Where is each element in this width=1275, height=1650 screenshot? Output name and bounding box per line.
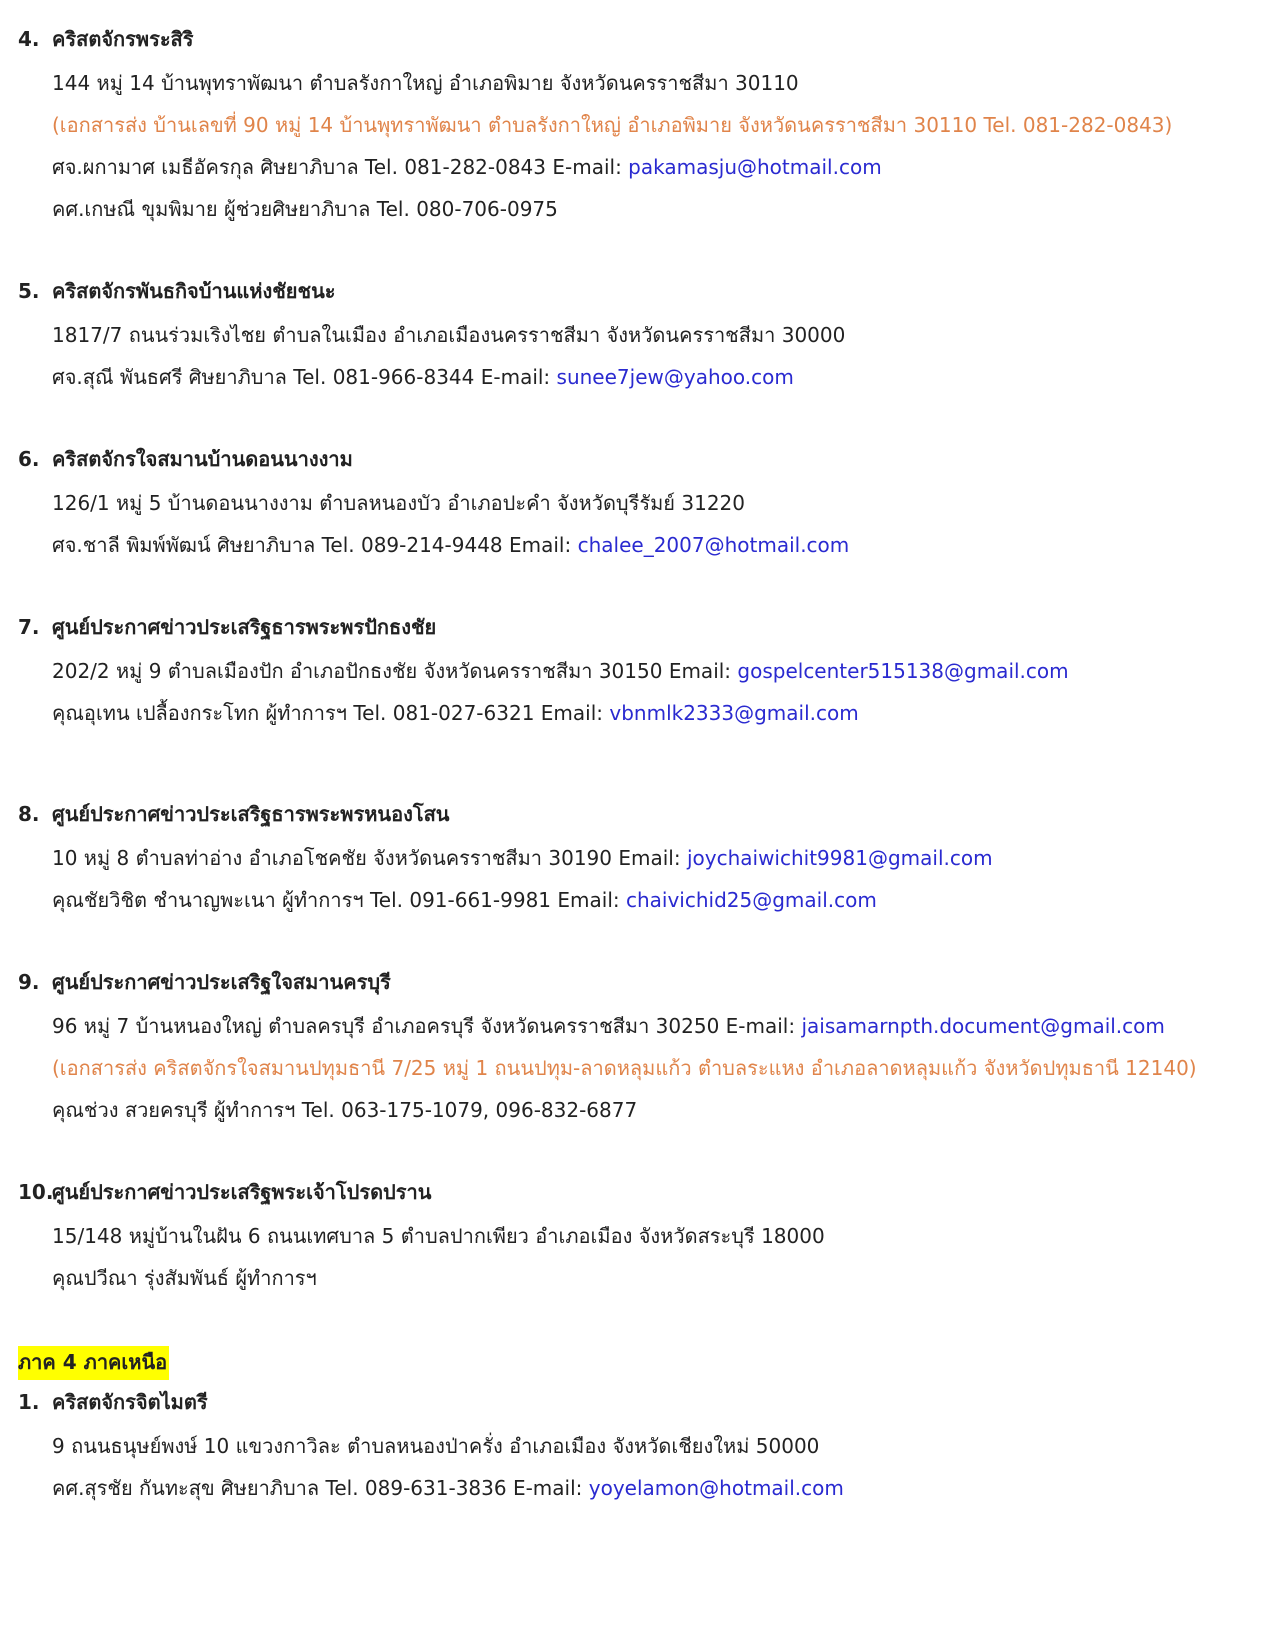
region-title: ภาค 4 ภาคเหนือ: [18, 1346, 169, 1380]
line-text: คุณปวีณา รุ่งสัมพันธ์ ผู้ทำการฯ: [52, 1266, 317, 1290]
region-entry-list: [18, 1383, 1258, 1509]
line-text: คุณอุเทน เปลื้องกระโทก ผู้ทำการฯ Tel. 081-027-6321 Email:: [52, 701, 610, 725]
entry-detail-line: [18, 188, 1258, 230]
entry-detail-line: [18, 1215, 1258, 1257]
line-text: 202/2 หมู่ 9 ตำบลเมืองปัก อำเภอปักธงชัย จังหวัดนครราชสีมา 30150 Email:: [52, 659, 738, 683]
entry-number: 8.: [18, 802, 40, 826]
line-text: (เอกสารส่ง บ้านเลขที่ 90 หมู่ 14 บ้านพุทราพัฒนา ตำบลรังกาใหญ่ อำเภอพิมาย จังหวัดนครราชสีมา 30110 Tel. 081-282-0843): [52, 113, 1173, 137]
directory-entry: [18, 272, 1258, 398]
entry-detail-line: [18, 356, 1258, 398]
entry-number: 7.: [18, 615, 40, 639]
directory-entry: [18, 1173, 1258, 1299]
directory-entry: [18, 795, 1258, 921]
line-text: คศ.สุรชัย กันทะสุข ศิษยาภิบาล Tel. 089-631-3836 E-mail:: [52, 1476, 589, 1500]
entry-title: คริสตจักรใจสมานบ้านดอนนางงาม: [52, 447, 353, 471]
entry-title: คริสตจักรพันธกิจบ้านแห่งชัยชนะ: [52, 279, 336, 303]
entry-heading: [18, 1383, 1258, 1425]
line-text: 10 หมู่ 8 ตำบลท่าอ่าง อำเภอโชคชัย จังหวัดนครราชสีมา 30190 Email:: [52, 846, 687, 870]
document-address-note: [18, 104, 1258, 146]
entry-detail-line: [18, 692, 1258, 734]
line-text: ศจ.สุณี พันธศรี ศิษยาภิบาล Tel. 081-966-8344 E-mail:: [52, 365, 557, 389]
entry-detail-line: [18, 1005, 1258, 1047]
line-text: 9 ถนนธนุษย์พงษ์ 10 แขวงกาวิละ ตำบลหนองป่าครั่ง อำเภอเมือง จังหวัดเชียงใหม่ 50000: [52, 1434, 820, 1458]
entry-number: 6.: [18, 447, 40, 471]
entry-title: ศูนย์ประกาศข่าวประเสริฐใจสมานครบุรี: [52, 970, 391, 994]
email-link[interactable]: sunee7jew@yahoo.com: [556, 365, 794, 389]
entry-detail-line: [18, 1089, 1258, 1131]
line-text: คศ.เกษณี ขุมพิมาย ผู้ช่วยศิษยาภิบาล Tel. 080-706-0975: [52, 197, 558, 221]
entry-detail-line: [18, 650, 1258, 692]
entry-number: 10.: [18, 1180, 54, 1204]
entry-detail-line: [18, 482, 1258, 524]
entry-heading: [18, 440, 1258, 482]
entry-heading: [18, 272, 1258, 314]
entry-title: ศูนย์ประกาศข่าวประเสริฐพระเจ้าโปรดปราน: [52, 1180, 432, 1204]
entry-heading: [18, 963, 1258, 1005]
entry-heading: [18, 795, 1258, 837]
entry-heading: [18, 608, 1258, 650]
entry-detail-line: [18, 1425, 1258, 1467]
line-text: 1817/7 ถนนร่วมเริงไชย ตำบลในเมือง อำเภอเมืองนครราชสีมา จังหวัดนครราชสีมา 30000: [52, 323, 846, 347]
email-link[interactable]: vbnmlk2333@gmail.com: [609, 701, 859, 725]
line-text: ศจ.ผกามาศ เมธีอัครกุล ศิษยาภิบาล Tel. 081-282-0843 E-mail:: [52, 155, 629, 179]
line-text: ศจ.ชาลี พิมพ์พัฒน์ ศิษยาภิบาล Tel. 089-214-9448 Email:: [52, 533, 578, 557]
entry-detail-line: [18, 146, 1258, 188]
directory-entry: [18, 440, 1258, 566]
entry-heading: [18, 1173, 1258, 1215]
entry-detail-line: [18, 314, 1258, 356]
line-text: 15/148 หมู่บ้านในฝัน 6 ถนนเทศบาล 5 ตำบลปากเพียว อำเภอเมือง จังหวัดสระบุรี 18000: [52, 1224, 825, 1248]
entry-number: 9.: [18, 970, 40, 994]
entry-heading: [18, 20, 1258, 62]
entry-title: ศูนย์ประกาศข่าวประเสริฐธารพระพรหนองโสน: [52, 802, 450, 826]
line-text: คุณชัยวิชิต ชำนาญพะเนา ผู้ทำการฯ Tel. 091-661-9981 Email:: [52, 888, 626, 912]
entry-detail-line: [18, 837, 1258, 879]
line-text: 96 หมู่ 7 บ้านหนองใหญ่ ตำบลครบุรี อำเภอครบุรี จังหวัดนครราชสีมา 30250 E-mail:: [52, 1014, 802, 1038]
directory-entry: [18, 963, 1258, 1131]
entry-detail-line: [18, 879, 1258, 921]
email-link[interactable]: chalee_2007@hotmail.com: [577, 533, 850, 557]
email-link[interactable]: jaisamarnpth.document@gmail.com: [801, 1014, 1165, 1038]
entry-title: ศูนย์ประกาศข่าวประเสริฐธารพระพรปักธงชัย: [52, 615, 437, 639]
email-link[interactable]: joychaiwichit9981@gmail.com: [686, 846, 993, 870]
document-address-note: [18, 1047, 1258, 1089]
email-link[interactable]: yoyelamon@hotmail.com: [588, 1476, 844, 1500]
entry-title: คริสตจักรพระสิริ: [52, 27, 194, 51]
church-directory: [18, 20, 1258, 1509]
directory-entry: [18, 20, 1258, 230]
entry-list: [18, 20, 1258, 1299]
line-text: คุณช่วง สวยครบุรี ผู้ทำการฯ Tel. 063-175-1079, 096-832-6877: [52, 1098, 638, 1122]
entry-title: คริสตจักรจิตไมตรี: [52, 1390, 208, 1414]
email-link[interactable]: chaivichid25@gmail.com: [625, 888, 877, 912]
line-text: 144 หมู่ 14 บ้านพุทราพัฒนา ตำบลรังกาใหญ่ อำเภอพิมาย จังหวัดนครราชสีมา 30110: [52, 71, 799, 95]
directory-entry: [18, 608, 1258, 734]
email-link[interactable]: pakamasju@hotmail.com: [628, 155, 882, 179]
directory-entry: [18, 1383, 1258, 1509]
entry-detail-line: [18, 1257, 1258, 1299]
entry-number: 1.: [18, 1390, 40, 1414]
entry-detail-line: [18, 1467, 1258, 1509]
line-text: (เอกสารส่ง คริสตจักรใจสมานปทุมธานี 7/25 หมู่ 1 ถนนปทุม-ลาดหลุมแก้ว ตำบลระแหง อำเภอลาดหลุมแก้ว จังหวัดปทุมธานี 12140): [52, 1056, 1197, 1080]
region-heading: [18, 1341, 1258, 1383]
email-link[interactable]: gospelcenter515138@gmail.com: [737, 659, 1069, 683]
entry-number: 5.: [18, 279, 40, 303]
entry-number: 4.: [18, 27, 40, 51]
entry-detail-line: [18, 524, 1258, 566]
entry-detail-line: [18, 62, 1258, 104]
line-text: 126/1 หมู่ 5 บ้านดอนนางงาม ตำบลหนองบัว อำเภอปะคำ จังหวัดบุรีรัมย์ 31220: [52, 491, 745, 515]
